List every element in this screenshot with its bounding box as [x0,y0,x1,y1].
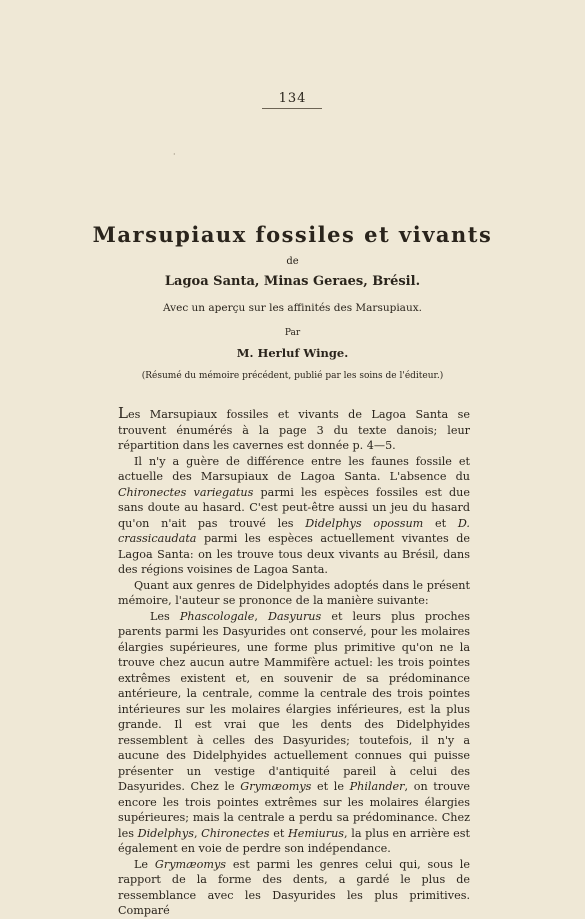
text-run: Quant aux genres de Didelphyides adoptés dans le présent mémoire, l'auteur se prononce de la manière suivante: [118,578,470,607]
body-paragraph [118,406,470,454]
text-run: Les Marsupiaux fossiles et vivants de Lagoa Santa se trouvent énumérés à la page 3 du texte danois; leur répartition dans les cavernes est donnée p. 4—5. [118,404,470,452]
ink-speck: · [173,150,176,159]
taxon-name: D. crassicaudata [118,516,470,545]
text-run: et le [311,780,350,793]
taxon-name: Grymæomys [240,780,312,793]
article-subtitle: Lagoa Santa, Minas Geraes, Brésil. [164,274,421,289]
page-number-rule [262,108,322,109]
body-text [118,406,470,919]
text-run: , la plus en arrière est également en voie de perdre son indépendance. [118,826,470,855]
taxon-name: Chironectes variegatus [118,485,254,499]
text-run: est parmi les genres celui qui, sous le rapport de la forme des dents, a gardé le plus de ressemblance avec les Dasyurides les plus primitives. Comparé [118,857,471,917]
taxon-name: Hemiurus [287,826,345,840]
article-title: Marsupiaux fossiles et vivants [92,222,493,247]
taxon-name: Philander [349,780,405,793]
editor-note: (Résumé du mémoire précédent, publié par les soins de l'éditeur.) [141,371,444,381]
article-tagline: Avec un aperçu sur les affinités des Marsupiaux. [163,302,422,314]
text-run: Les [150,609,180,623]
text-run: , [193,826,202,840]
text-run: et leurs plus proches parents parmi les Dasyurides ont conservé, pour les molaires élargies supérieures, une forme plus primitive qu'on ne la trouve chez aucun autre Mammifère actuel: les trois pointes extrêmes existent et, en souvenir de sa prédominance antérieure, la centrale, comme la centrale des trois pointes intérieures sur les molaires élargies inférieures, est la plus grande. Il est vrai que les dents des Didelphyides ressemblent à celles des Dasyurides; toutefois, il n'y a aucune des Didelphyides actuellement connues qui puisse présenter un vestige d'antiquité pareil à celui des Dasyurides. Chez le [118,609,470,793]
text-run: , on trouve encore les trois pointes extrêmes sur les molaires élargies supérieures; mais la centrale a perdu sa prédominance. Chez les [118,780,471,840]
text-run: Le [134,857,155,871]
taxon-name: Didelphys opossum [305,516,424,530]
title-connector: de [286,256,299,267]
taxon-name: Grymæomys [154,857,227,871]
page-number: 134 [278,91,307,106]
body-paragraph [118,857,470,919]
text-run: et [269,826,288,840]
text-run: Il n'y a guère de différence entre les faunes fossile et actuelle des Marsupiaux de Lagoa Santa. L'absence du [118,454,470,483]
taxon-name: Phascologale [179,609,255,623]
author-name: M. Herluf Winge. [236,346,349,360]
body-paragraph [118,609,470,857]
body-paragraph [118,578,470,609]
taxon-name: Chironectes [201,826,270,840]
text-run: parmi les espèces fossiles est due sans doute au hasard. C'est peut-être aussi un jeu du hasard qu'on n'ait pas trouvé les [118,485,471,530]
taxon-name: Dasyurus [268,609,322,623]
taxon-name: Didelphys [137,826,194,840]
text-run: , [254,609,269,623]
byline-par: Par [284,328,301,338]
text-run: parmi les espèces actuellement vivantes de Lagoa Santa: on les trouve tous deux vivants au Brésil, dans des régions voisines de Lagoa Santa. [118,532,470,576]
body-paragraph [118,454,470,578]
text-run: et [423,516,458,530]
